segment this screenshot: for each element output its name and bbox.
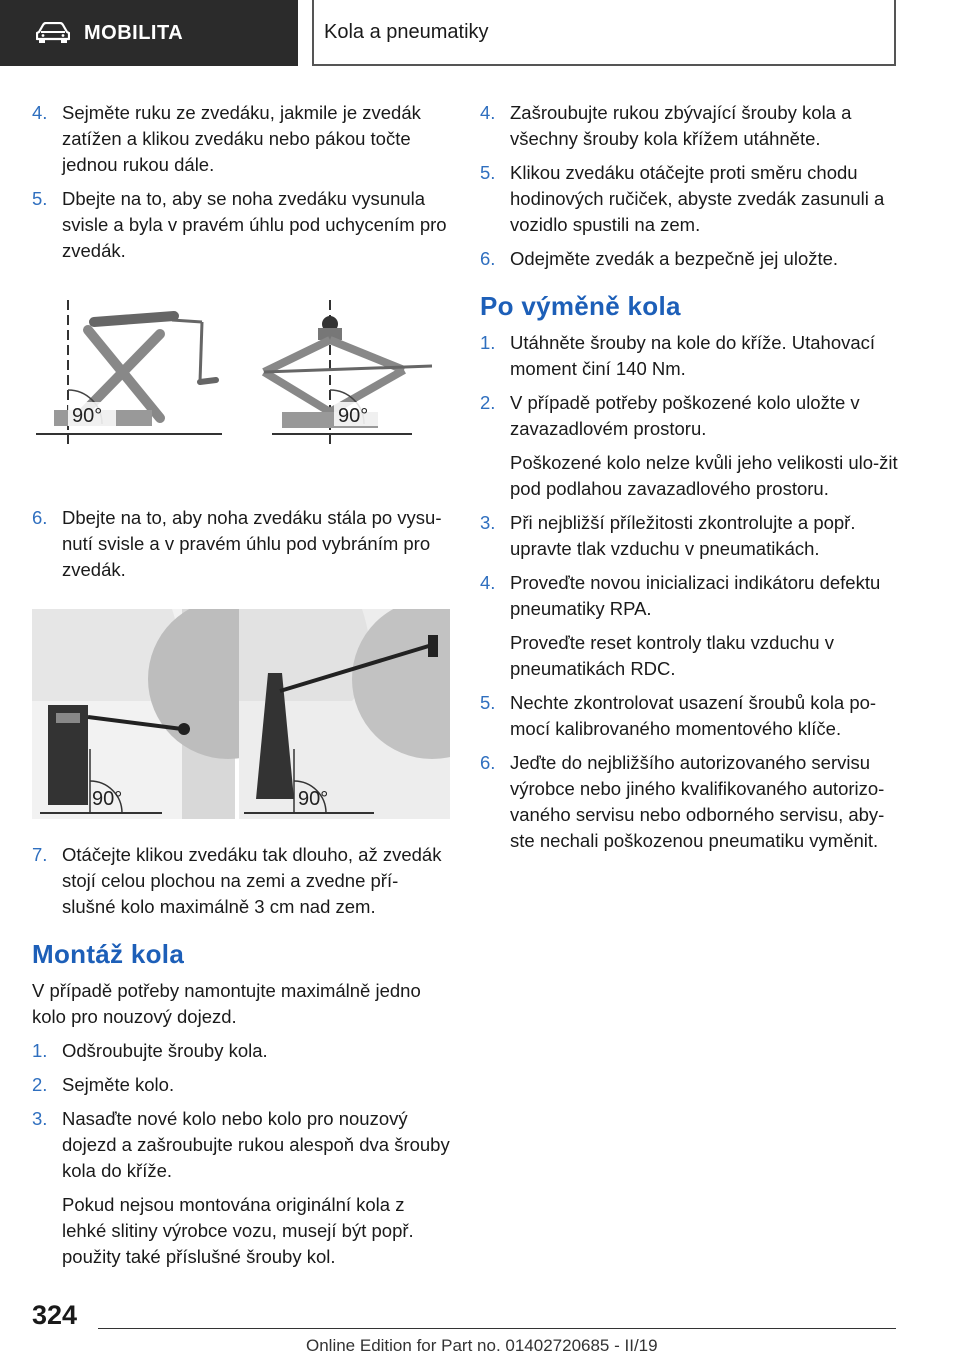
list-item <box>480 510 898 562</box>
step-number: 6. <box>480 752 496 773</box>
list-item <box>32 100 450 178</box>
step-text: Dbejte na to, aby se noha zvedáku vysunula svisle a byla v pravém úhlu pod uchycením pro zvedák. <box>62 188 447 261</box>
step-number: 1. <box>32 1040 48 1061</box>
list-item <box>480 690 898 742</box>
angle-label: 90° <box>92 788 123 810</box>
step-number: 3. <box>32 1108 48 1129</box>
car-icon <box>36 22 70 44</box>
step-text: Sejměte ruku ze zvedáku, jakmile je zvedák zatížen a klikou zvedáku nebo pákou točte jednou rukou dále. <box>62 102 421 175</box>
step-text: Odejměte zvedák a bezpečně jej uložte. <box>510 248 839 269</box>
step-number: 5. <box>480 692 496 713</box>
section-heading: Montáž kola <box>32 939 185 969</box>
chapter-label: Kola a pneumatiky <box>324 20 489 43</box>
footer-edition: Online Edition for Part no. 01402720685 - II/19 <box>306 1336 658 1355</box>
step-text: Proveďte novou inicializaci indikátoru defektu pneumatiky RPA. <box>510 572 881 619</box>
list-item <box>480 750 898 854</box>
angle-label: 90° <box>338 405 369 427</box>
list-item <box>480 100 898 152</box>
step-number: 3. <box>480 512 496 533</box>
step-note: Pokud nejsou montována originální kola z lehké slitiny výrobce vozu, musejí být popř. použity také příslušné šrouby kol. <box>62 1194 414 1267</box>
scissor-jack-figure <box>32 294 450 484</box>
step-number: 4. <box>32 102 48 123</box>
step-number: 2. <box>480 392 496 413</box>
angle-label: 90° <box>298 788 329 810</box>
step-text: Sejměte kolo. <box>62 1074 175 1095</box>
step-number: 5. <box>480 162 496 183</box>
list-item <box>32 1106 450 1184</box>
page-header <box>0 0 960 66</box>
step-note: Poškozené kolo nelze kvůli jeho velikosti ulo-žit pod podlahou zavazadlového prostoru. <box>510 452 898 499</box>
step-note: Proveďte reset kontroly tlaku vzduchu v pneumatikách RDC. <box>510 632 834 679</box>
step-number: 7. <box>32 844 48 865</box>
page-number: 324 <box>32 1300 78 1330</box>
section-label: MOBILITA <box>84 21 184 44</box>
list-item <box>480 330 898 382</box>
right-column <box>480 100 898 862</box>
list-item <box>480 246 898 272</box>
left-column <box>32 100 450 1278</box>
step-number: 4. <box>480 572 496 593</box>
list-item <box>32 1072 450 1098</box>
list-item <box>480 570 898 622</box>
step-text: Utáhněte šrouby na kole do kříže. Utahovací moment činí 140 Nm. <box>510 332 876 379</box>
step-text: Odšroubujte šrouby kola. <box>62 1040 268 1061</box>
step-number: 6. <box>480 248 496 269</box>
step-number: 2. <box>32 1074 48 1095</box>
step-number: 1. <box>480 332 496 353</box>
step-number: 5. <box>32 188 48 209</box>
step-text: Nasaďte nové kolo nebo kolo pro nouzový dojezd a zašroubujte rukou alespoň dva šrouby kola do kříže. <box>62 1108 450 1181</box>
intro-paragraph: V případě potřeby namontujte maximálně jedno kolo pro nouzový dojezd. <box>32 980 421 1027</box>
step-number: 6. <box>32 507 48 528</box>
section-heading: Po výměně kola <box>480 291 681 321</box>
list-item <box>32 1038 450 1064</box>
step-number: 4. <box>480 102 496 123</box>
step-text: Otáčejte klikou zvedáku tak dlouho, až zvedák stojí celou plochou na zemi a zvedne pří-slušné kolo maximálně 3 cm nad zem. <box>62 844 442 917</box>
angle-label: 90° <box>72 405 103 427</box>
list-item <box>32 186 450 264</box>
list-item <box>480 160 898 238</box>
step-text: Zašroubujte rukou zbývající šrouby kola a všechny šrouby kola křížem utáhněte. <box>510 102 852 149</box>
step-text: Jeďte do nejbližšího autorizovaného servisu výrobce nebo jiného kvalifikovaného autorizo-vaného servisu nebo odborného servisu, aby-ste nechali poškozenou pneumatiku vyměnit. <box>510 752 885 851</box>
list-item <box>32 842 450 920</box>
list-item <box>32 505 450 583</box>
footer-divider <box>98 1328 896 1329</box>
step-text: Při nejbližší příležitosti zkontrolujte a popř. upravte tlak vzduchu v pneumatikách. <box>510 512 856 559</box>
step-text: Nechte zkontrolovat usazení šroubů kola po-mocí kalibrovaného momentového klíče. <box>510 692 877 739</box>
chapter-tab[interactable] <box>312 0 896 66</box>
jack-photo-figure <box>32 609 450 819</box>
list-item <box>480 390 898 442</box>
step-text: V případě potřeby poškozené kolo uložte v zavazadlovém prostoru. <box>510 392 860 439</box>
section-tab[interactable] <box>0 0 298 66</box>
step-text: Dbejte na to, aby noha zvedáku stála po vysu-nutí svisle a v pravém úhlu pod vybráním pro zvedák. <box>62 507 442 580</box>
step-text: Klikou zvedáku otáčejte proti směru chodu hodinových ručiček, abyste zvedák zasunuli a vozidlo spustili na zem. <box>510 162 885 235</box>
